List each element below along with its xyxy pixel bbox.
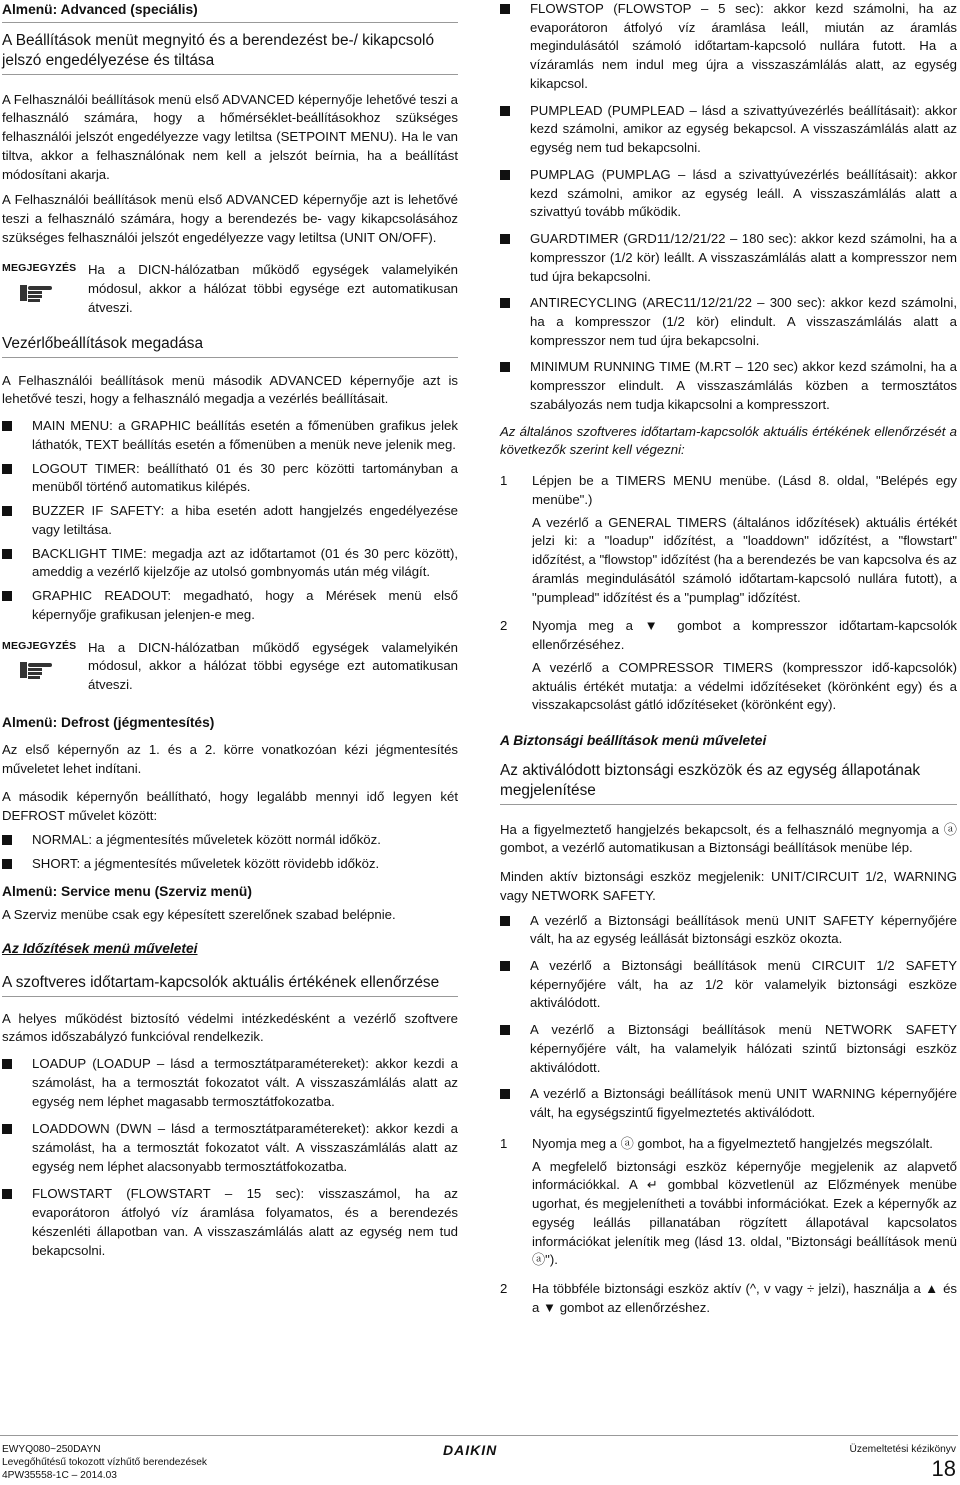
footer-model: EWYQ080~250DAYN [2, 1444, 101, 1455]
paragraph-service: A Szerviz menübe csak egy képesített szerelőnek szabad belépnie. [2, 907, 396, 923]
paragraph-timers-intro: A helyes működést biztosító védelmi intézkedésként a vezérlő szoftvere számos időszabályzó funkcióval rendelkezik. [2, 1010, 458, 1045]
section-title-safety: Az aktiválódott biztonsági eszközök és az egység állapotának megjelenítése [500, 761, 957, 805]
page-footer [0, 1444, 960, 1485]
page-number: 18 [931, 1455, 956, 1481]
heading-timers-ops: Az Időzítések menü műveletei [2, 941, 198, 957]
footer-description: Levegőhűtésű tokozott vízhűtő berendezések [2, 1456, 208, 1468]
note-label: MEGJEGYZÉS [2, 639, 77, 652]
list-item: LOADUP (LOADUP – lásd a termosztátparamétereket): akkor kezdi a számolást, ha a termosztát fokozatot vált. A visszaszámlálás alatt az egység nem léphet magasabb termosztátfokozatba. [2, 1055, 458, 1111]
step-item: 1 Lépjen be a TIMERS MENU menübe. (Lásd 8. oldal, "Belépés egy menübe".) A vezérlő a GENERAL TIMERS (általános időzítések) aktuális értékét jelzi ki: a "loadup" időzítést, a "loaddown" időzítést, a "flowstart" időzítést, a "flowstop" időzítést (ha a berendezés be van kapcsolva és az áramlás megindulásától számoló időtartam-kapcsoló nullára futott), a "pumplead" időzítést és a "pumplag" időzítést. [500, 473, 958, 605]
pointing-hand-icon [20, 659, 54, 681]
list-item: A vezérlő a Biztonsági beállítások menü UNIT SAFETY képernyőjére vált, ha az egység leállását biztonsági eszköz okozta. [500, 912, 957, 949]
footer-divider [0, 1435, 958, 1436]
list-item: FLOWSTART (FLOWSTART – 15 sec): visszaszámol, ha az evaporátoron átfolyó víz áramlása folyamatos, és a berendezés készenléti állapotban van. A visszaszámlálás alatt az egység nem tud bekapcsolni. [2, 1185, 458, 1260]
list-item: BUZZER IF SAFETY: a hiba esetén adott hangjelzés engedélyezése vagy letiltása. [2, 502, 458, 539]
section-title-timers: A szoftveres időtartam-kapcsolók aktuális értékének ellenőrzése [2, 973, 458, 997]
list-item: PUMPLAG (PUMPLAG – lásd a szivattyúvezérlés beállításait): akkor kezd számolni, amikor az egység leáll. A visszaszámlálás alatt a szivattyú tovább működik. [500, 166, 957, 222]
list-item: GUARDTIMER (GRD11/12/21/22 – 180 sec): akkor kezd számolni, ha a kompresszor (1/2 kör) leállt. A visszaszámlálás alatt a kompresszor nem tud újra bekapcsolni. [500, 230, 957, 286]
list-item: A vezérlő a Biztonsági beállítások menü CIRCUIT 1/2 SAFETY képernyőjére vált, ha az 1/2 kör valamelyik biztonsági eszköze aktiválódott. [500, 957, 957, 1013]
heading-safety-ops: A Biztonsági beállítások menü műveletei [500, 732, 767, 748]
list-item: SHORT: a jégmentesítés műveletek között rövidebb időköz. [2, 855, 458, 874]
paragraph-safety-devices: Minden aktív biztonsági eszköz megjelenik: UNIT/CIRCUIT 1/2, WARNING vagy NETWORK SAFETY. [500, 869, 957, 903]
list-item: LOGOUT TIMER: beállítható 01 és 30 perc közötti tartományban a menüből történő automatikus kilépés. [2, 460, 458, 497]
step-item: 2 Ha többféle biztonsági eszköz aktív (^, v vagy ÷ jelzi), használja a ▲ és a ▼ gombot az ellenőrzéshez. [500, 1281, 957, 1315]
paragraph-timers-check-intro: Az általános szoftveres időtartam-kapcsolók aktuális értékének ellenőrzését a következők szerint kell végezni: [500, 423, 957, 458]
list-item: LOADDOWN (DWN – lásd a termosztátparamétereket): akkor kezdi a számolást, ha a termosztát fokozatot vált. A visszaszámlálás alatt az egység nem léphet alacsonyabb termosztátfokozatba. [2, 1120, 458, 1176]
step-item: 2 Nyomja meg a ▼ gombot a kompresszor időtartam-kapcsolók ellenőrzéséhez. A vezérlő a COMPRESSOR TIMERS (kompresszor idő-kapcsolók) aktuális értékét mutatja: a védelmi időzítéseket (körönként egy) és a visszakapcsolást gátló időzítéseket (körönként egy). [500, 618, 957, 713]
step-item: 1 Nyomja meg a ⓐ gombot, ha a figyelmeztető hangjelzés megszólalt. A megfelelő biztonsági eszköz képernyője megjelenik az alapvető információkkal. A ↵ gombbal közvetlenül az Előzmények menübe ugorhat, és megjelenítheti a további információkat. Ezek a képernyők az egység leállás pillanatában rögzített állapotával kapcsolatos információkat jelenítik meg (lásd 13. oldal, "Biztonsági beállítások menü ⓐ"). [500, 1135, 957, 1268]
note-label: MEGJEGYZÉS [2, 262, 77, 275]
note-text: Ha a DICN-hálózatban működő egységek valamelyikén módosul, akkor a hálózat többi egysége ezt automatikusan átveszi. [88, 262, 458, 315]
footer-left [2, 1444, 207, 1483]
list-item: GRAPHIC READOUT: megadható, hogy a Mérések menü első képernyője grafikusan jelenjen-e meg. [2, 587, 458, 624]
list-item: MAIN MENU: a GRAPHIC beállítás esetén a főmenüben grafikus jelek láthatók, TEXT beállítás esetén a főmenüben a menük neve jelenik meg. [2, 417, 458, 454]
footer-code: 4PW35558-1C – 2014.03 [2, 1469, 117, 1481]
list-item: PUMPLEAD (PUMPLEAD – lásd a szivattyúvezérlés beállításait): akkor kezd számolni, amikor az egység bekapcsol. A visszaszámlálás alatt az egység nem tud bekapcsolni. [500, 102, 957, 158]
note-text: Ha a DICN-hálózatban működő egységek valamelyikén módosul, akkor a hálózat többi egysége ezt automatikusan átveszi. [88, 639, 458, 692]
list-item: A vezérlő a Biztonsági beállítások menü NETWORK SAFETY képernyőjére vált, ha valamelyik hálózati szintű biztonsági eszköz aktiválódott. [500, 1021, 957, 1077]
footer-right [850, 1444, 956, 1481]
note-block [2, 261, 458, 317]
list-item: A vezérlő a Biztonsági beállítások menü UNIT WARNING képernyőjére vált, ha egységszintű figyelmeztetés aktiválódott. [500, 1085, 957, 1122]
list-item: BACKLIGHT TIME: megadja azt az időtartamot (01 és 30 perc között), ameddig a vezérlő kijelzője az utolsó gombnyomás után még világít. [2, 545, 458, 582]
list-item: MINIMUM RUNNING TIME (M.RT – 120 sec) akkor kezd számolni, ha a kompresszor elindult. A visszaszámlálás közben a termosztátos szabályozás nem tudja kikapcsolni a kompresszort. [500, 358, 957, 414]
pointing-hand-icon [20, 282, 54, 304]
paragraph-advanced-second: A Felhasználói beállítások menü második ADVANCED képernyője azt is lehetővé teszi, hogy a felhasználó megadja a vezérlés beállításait. [2, 372, 458, 407]
paragraph-advanced-onoff: A Felhasználói beállítások menü első ADVANCED képernyője azt is lehetővé teszi a felhasználó számára, hogy a berendezés be- vagy kikapcsolásához szükséges felhasználói jelszót engedélyezze vagy letiltsa (UNIT ON/OFF). [2, 192, 458, 245]
paragraph-safety-alarm: Ha a figyelmeztető hangjelzés bekapcsolt, és a felhasználó megnyomja a ⓐ gombot, a vezérlő automatikusan a Biztonsági beállítások menübe lép. [500, 821, 957, 856]
submenu-heading-service: Almenü: Service menu (Szerviz menü) [2, 883, 252, 899]
daikin-logo: DAIKIN [443, 1442, 498, 1458]
note-block-2 [2, 639, 458, 695]
section-title-password: A Beállítások menüt megnyitó és a berendezést be-/ kikapcsoló jelszó engedélyezése és tiltása [2, 31, 458, 75]
paragraph-advanced-first: A Felhasználói beállítások menü első ADVANCED képernyője lehetővé teszi a felhasználó számára, hogy a hőmérséklet-beállításokhoz szükséges felhasználói jelszót engedélyezze vagy letiltsa (SETPOINT MENU). Ha le van tiltva, akkor a felhasználónak nem kell a jelszót beírnia, ha a beállítást módosítani akarja. [2, 91, 458, 182]
right-column [500, 0, 957, 1317]
paragraph-defrost-first: Az első képernyőn az 1. és a 2. körre vonatkozóan kézi jégmentesítés műveletet lehet indítani. [2, 742, 458, 777]
list-item: NORMAL: a jégmentesítés műveletek között normál időköz. [2, 831, 458, 850]
left-column [2, 0, 458, 1260]
footer-manual: Üzemeltetési kézikönyv [849, 1444, 956, 1455]
submenu-heading-defrost: Almenü: Defrost (jégmentesítés) [2, 714, 215, 730]
list-item: FLOWSTOP (FLOWSTOP – 5 sec): akkor kezd számolni, ha az evaporátoron átfolyó víz áramlása leáll, miután az áramlás megindulásától számoló időtartam-kapcsoló nullára futott. Ha a vízáramlás nem indul meg újra a visszaszámlálás alatt, az egység kikapcsol. [500, 0, 957, 94]
section-title-controller: Vezérlőbeállítások megadása [2, 334, 458, 358]
submenu-heading-advanced: Almenü: Advanced (speciális) [2, 0, 458, 23]
controller-settings-list [2, 417, 458, 624]
paragraph-defrost-second: A második képernyőn beállítható, hogy legalább mennyi idő legyen két DEFROST művelet között: [2, 788, 458, 823]
list-item: ANTIRECYCLING (AREC11/12/21/22 – 300 sec): akkor kezd számolni, ha a kompresszor (1/2 kör) elindult. A visszaszámlálás alatt a kompresszor nem tud újra bekapcsolni. [500, 294, 957, 350]
